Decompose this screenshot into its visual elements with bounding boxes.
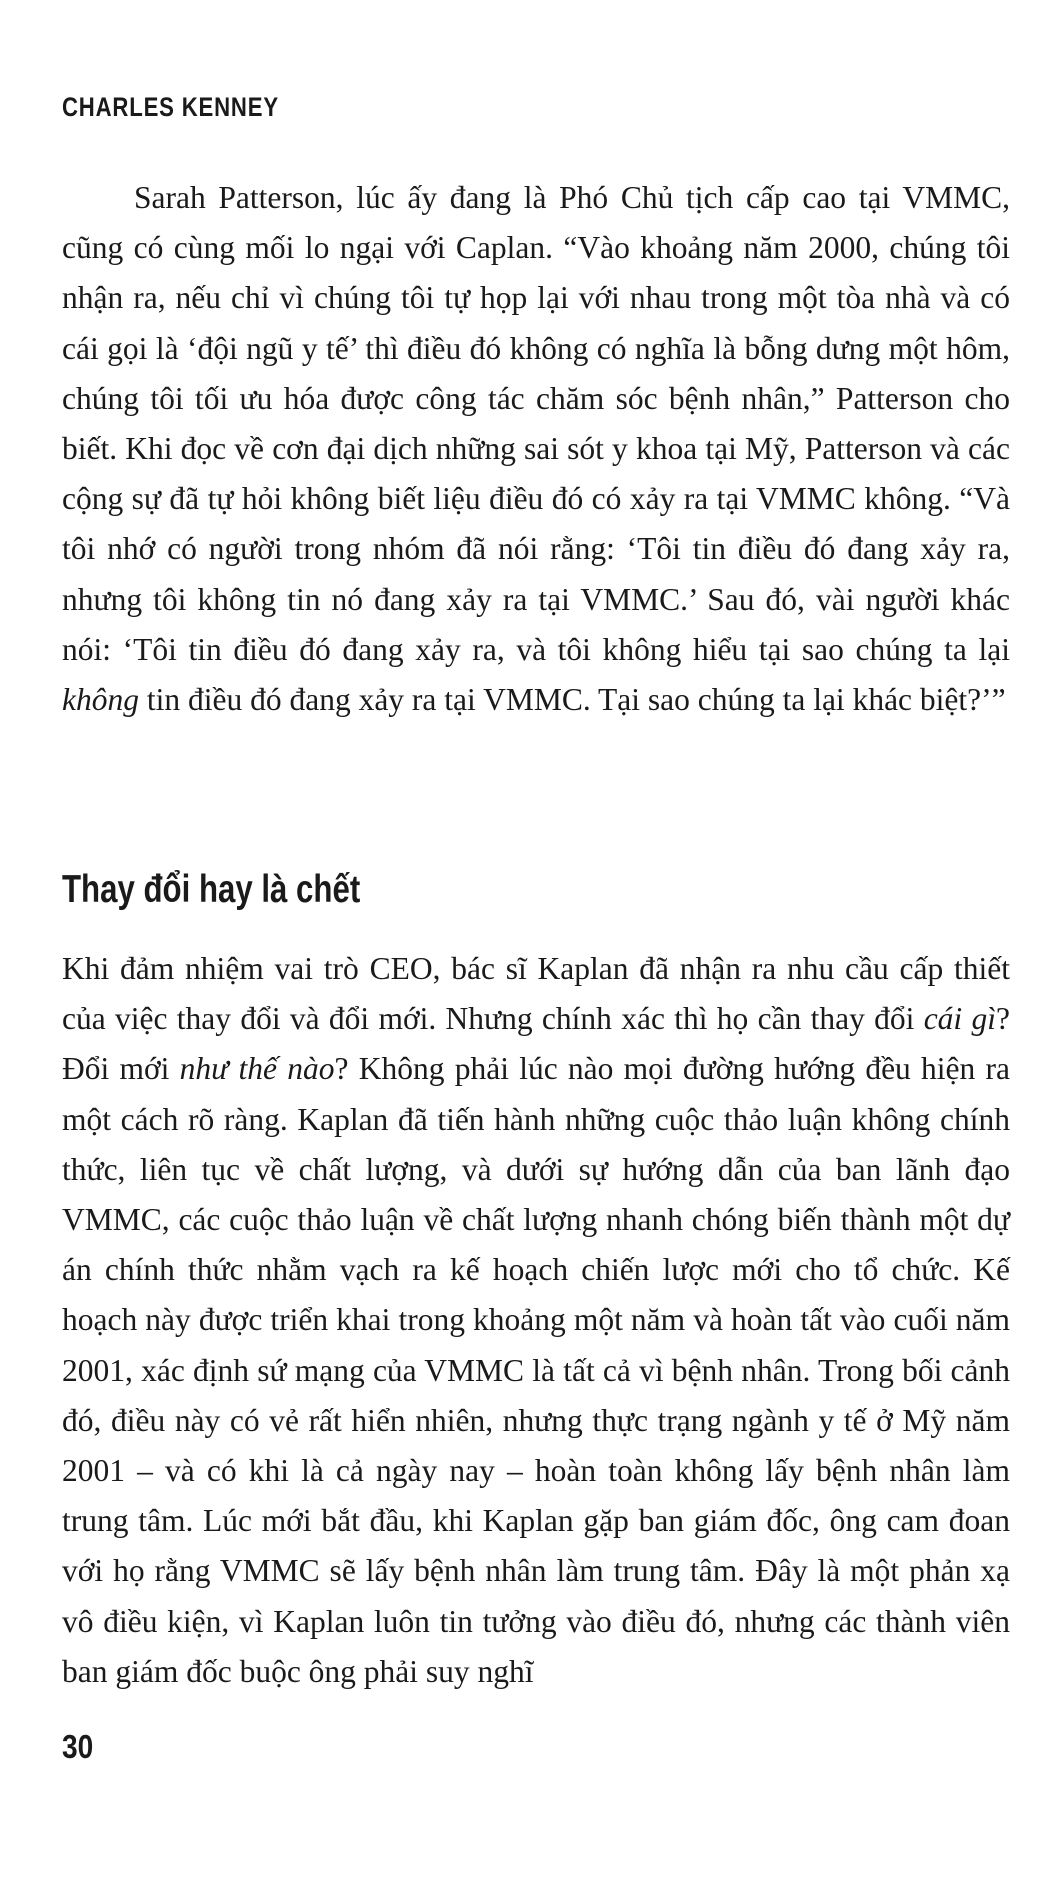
paragraph-2-emphasis-1: cái gì (923, 1001, 996, 1037)
body-paragraph-2 (62, 944, 1010, 1697)
paragraph-2-emphasis-2: như thế nào (179, 1051, 335, 1087)
paragraph-1-main: Sarah Patterson, lúc ấy đang là Phó Chủ tịch cấp cao tại VMMC, cũng có cùng mối lo ngại với Caplan. “Vào khoảng năm 2000, chúng tôi nhận ra, nếu chỉ vì chúng tôi tự họp lại với nhau trong một tòa nhà và có cái gọi là ‘đội ngũ y tế’ thì điều đó không có nghĩa là bỗng dưng một hôm, chúng tôi tối ưu hóa được công tác chăm sóc bệnh nhân,” Patterson cho biết. Khi đọc về cơn đại dịch những sai sót y khoa tại Mỹ, Patterson và các cộng sự đã tự hỏi không biết liệu điều đó có xảy ra tại VMMC không. “Và tôi nhớ có người trong nhóm đã nói rằng: ‘Tôi tin điều đó đang xảy ra, nhưng tôi không tin nó đang xảy ra tại VMMC.’ Sau đó, vài người khác nói: ‘Tôi tin điều đó đang xảy ra, và tôi không hiểu tại sao chúng ta lại (62, 180, 1010, 667)
body-paragraph-1 (62, 173, 1010, 725)
paragraph-2-part1: Khi đảm nhiệm vai trò CEO, bác sĩ Kaplan đã nhận ra nhu cầu cấp thiết của việc thay đổi và đổi mới. Nhưng chính xác thì họ cần thay đổi (62, 951, 1010, 1037)
running-head-author: CHARLES KENNEY (62, 92, 279, 122)
paragraph-1-emphasis: không (62, 682, 139, 718)
paragraph-2-part2: ? Đổi mới (62, 1001, 1010, 1087)
paragraph-2-text (62, 944, 1010, 1697)
paragraph-1-end: tin điều đó đang xảy ra tại VMMC. Tại sao chúng ta lại khác biệt?’” (138, 682, 1006, 718)
paragraph-1-text (62, 173, 1010, 725)
section-heading: Thay đổi hay là chết (62, 868, 361, 911)
paragraph-2-part3: ? Không phải lúc nào mọi đường hướng đều hiện ra một cách rõ ràng. Kaplan đã tiến hành những cuộc thảo luận không chính thức, liên tục về chất lượng, và dưới sự hướng dẫn của ban lãnh đạo VMMC, các cuộc thảo luận về chất lượng nhanh chóng biến thành một dự án chính thức nhằm vạch ra kế hoạch chiến lược mới cho tổ chức. Kế hoạch này được triển khai trong khoảng một năm và hoàn tất vào cuối năm 2001, xác định sứ mạng của VMMC là tất cả vì bệnh nhân. Trong bối cảnh đó, điều này có vẻ rất hiển nhiên, nhưng thực trạng ngành y tế ở Mỹ năm 2001 – và có khi là cả ngày nay – hoàn toàn không lấy bệnh nhân làm trung tâm. Lúc mới bắt đầu, khi Kaplan gặp ban giám đốc, ông cam đoan với họ rằng VMMC sẽ lấy bệnh nhân làm trung tâm. Đây là một phản xạ vô điều kiện, vì Kaplan luôn tin tưởng vào điều đó, nhưng các thành viên ban giám đốc buộc ông phải suy nghĩ (62, 1051, 1010, 1689)
page-number: 30 (62, 1728, 94, 1765)
